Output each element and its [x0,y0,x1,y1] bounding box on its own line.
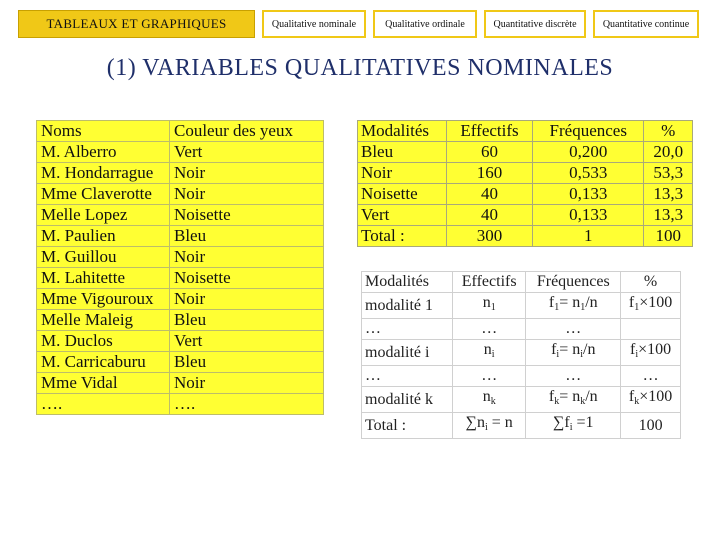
table-row [37,205,324,226]
percent-formula-tail: ×100 [639,294,673,311]
percent-symbol: f [628,294,635,311]
general-formula-table [361,271,681,439]
frequency-symbol: f [564,414,570,431]
column-header: Modalités [358,121,447,142]
effectif-subscript: i [491,349,495,360]
frequency-subscript: k [554,396,560,407]
percent-cell [621,293,681,319]
column-header: Modalités [362,272,453,293]
percent-symbol: f [630,341,636,358]
table-row [358,184,693,205]
nav-title[interactable]: TABLEAUX ET GRAPHIQUES [18,10,255,38]
percent-subscript: 1 [634,302,640,313]
table-row [362,366,681,387]
name-cell: M. Guillou [37,247,170,268]
eye-color-cell: Vert [170,331,324,352]
table-row [362,293,681,319]
frequency-formula-tail: /n [583,341,596,358]
name-cell: M. Paulien [37,226,170,247]
table-row [362,319,681,340]
column-header: % [644,121,693,142]
name-cell: M. Duclos [37,331,170,352]
name-cell: …. [37,394,170,415]
eye-color-cell: Noir [170,184,324,205]
total-effectif-cell [453,413,526,439]
eye-color-cell: Noir [170,373,324,394]
effectif-symbol: n [483,341,492,358]
frequency-formula-subscript: i [580,349,584,360]
effectif-cell [453,319,526,340]
modality-cell: modalité 1 [362,293,453,319]
effectif-symbol: n [482,294,491,311]
table-row [37,394,324,415]
sum-symbol: ∑ [553,414,565,431]
total-equation: = n [487,414,513,431]
frequency-cell [526,293,621,319]
column-header: Noms [37,121,170,142]
effectif-symbol: … [481,367,498,384]
percent-cell [621,387,681,413]
table-row [37,373,324,394]
eye-color-cell: Bleu [170,226,324,247]
total-label: Total : [362,413,453,439]
table-row [37,331,324,352]
table-row [358,226,693,247]
eye-color-cell: Noir [170,247,324,268]
percent-cell [621,319,681,340]
eye-color-cell: Noir [170,289,324,310]
frequency-formula: = n [559,388,581,405]
frequency-symbol: f [548,294,555,311]
frequency-symbol: … [565,367,582,384]
modality-cell: modalité k [362,387,453,413]
name-cell: Mme Vidal [37,373,170,394]
column-header: Effectifs [447,121,533,142]
table-cell: 300 [447,226,533,247]
column-header: Fréquences [533,121,644,142]
top-navigation [0,0,720,44]
table-row [37,142,324,163]
effectif-cell [453,293,526,319]
table-header-row [362,272,681,293]
table-cell: 53,3 [644,163,693,184]
table-cell: Bleu [358,142,447,163]
eye-color-cell: Noisette [170,205,324,226]
tab-qualitative-ordinale[interactable]: Qualitative ordinale [373,10,477,38]
eye-color-cell: Noisette [170,268,324,289]
frequency-cell [526,319,621,340]
column-header: % [621,272,681,293]
table-cell: 40 [447,184,533,205]
frequency-formula-tail: /n [585,294,598,311]
tab-qualitative-nominale[interactable]: Qualitative nominale [262,10,366,38]
table-row [37,310,324,331]
column-header: Fréquences [526,272,621,293]
effectif-symbol: n [476,414,485,431]
table-cell: 160 [447,163,533,184]
effectif-cell [453,340,526,366]
effectif-symbol: … [481,320,498,337]
table-row [362,340,681,366]
name-cell: M. Alberro [37,142,170,163]
frequency-cell [526,366,621,387]
table-row [37,289,324,310]
frequency-subscript: i [556,349,560,360]
percent-symbol: f [628,388,635,405]
column-header: Effectifs [453,272,526,293]
table-cell: 13,3 [644,205,693,226]
effectifs-table [357,120,693,247]
frequency-formula-subscript: k [580,396,586,407]
name-cell: Melle Maleig [37,310,170,331]
table-row [37,247,324,268]
individus-table [36,120,324,415]
frequency-cell [526,387,621,413]
sum-symbol: ∑ [465,414,477,431]
total-row [362,413,681,439]
table-cell: 0,200 [533,142,644,163]
table-header-row [37,121,324,142]
eye-color-cell: Noir [170,163,324,184]
table-row [37,268,324,289]
percent-cell [621,340,681,366]
frequency-formula-tail: /n [585,388,598,405]
table-cell: Total : [358,226,447,247]
tab-quantitative-continue[interactable]: Quantitative continue [593,10,699,38]
table-row [37,352,324,373]
frequency-symbol: … [565,320,582,337]
frequency-formula-subscript: 1 [580,302,586,313]
eye-color-cell: …. [170,394,324,415]
frequency-symbol: f [548,388,555,405]
name-cell: Mme Claverotte [37,184,170,205]
table-row [358,142,693,163]
modality-cell: modalité i [362,340,453,366]
frequency-formula: = n [559,341,581,358]
tab-quantitative-discrete[interactable]: Quantitative discrète [484,10,586,38]
percent-subscript: k [634,396,640,407]
effectif-cell [453,366,526,387]
eye-color-cell: Bleu [170,310,324,331]
table-cell: Noisette [358,184,447,205]
table-row [358,163,693,184]
frequency-formula: = n [559,294,581,311]
frequency-cell [526,340,621,366]
total-frequency-cell [526,413,621,439]
name-cell: Melle Lopez [37,205,170,226]
table-row [37,226,324,247]
frequency-subscript: i [569,422,573,433]
eye-color-cell: Vert [170,142,324,163]
frequency-symbol: f [551,341,557,358]
page-title: (1) VARIABLES QUALITATIVES NOMINALES [106,55,614,81]
effectif-subscript: i [484,422,488,433]
table-cell: Vert [358,205,447,226]
frequency-subscript: 1 [554,302,560,313]
table-cell: 60 [447,142,533,163]
modality-cell: … [362,319,453,340]
table-row [37,184,324,205]
table-cell: 100 [644,226,693,247]
table-cell: 0,533 [533,163,644,184]
name-cell: Mme Vigouroux [37,289,170,310]
name-cell: M. Lahitette [37,268,170,289]
table-cell: 20,0 [644,142,693,163]
table-cell: 13,3 [644,184,693,205]
percent-formula-tail: ×100 [639,388,673,405]
modality-cell: … [362,366,453,387]
name-cell: M. Carricaburu [37,352,170,373]
total-equation: =1 [572,414,594,431]
percent-subscript: i [635,349,639,360]
effectif-cell [453,387,526,413]
table-cell: 40 [447,205,533,226]
effectif-symbol: n [482,388,491,405]
table-cell: Noir [358,163,447,184]
table-cell: 0,133 [533,205,644,226]
name-cell: M. Hondarrague [37,163,170,184]
effectif-subscript: k [490,396,496,407]
percent-cell [621,366,681,387]
eye-color-cell: Bleu [170,352,324,373]
table-row [362,387,681,413]
table-row [358,205,693,226]
effectif-subscript: 1 [490,302,496,313]
table-cell: 0,133 [533,184,644,205]
total-percent-cell: 100 [621,413,681,439]
table-cell: 1 [533,226,644,247]
table-header-row [358,121,693,142]
column-header: Couleur des yeux [170,121,324,142]
table-row [37,163,324,184]
percent-formula-tail: ×100 [638,341,672,358]
percent-symbol: … [642,367,659,384]
